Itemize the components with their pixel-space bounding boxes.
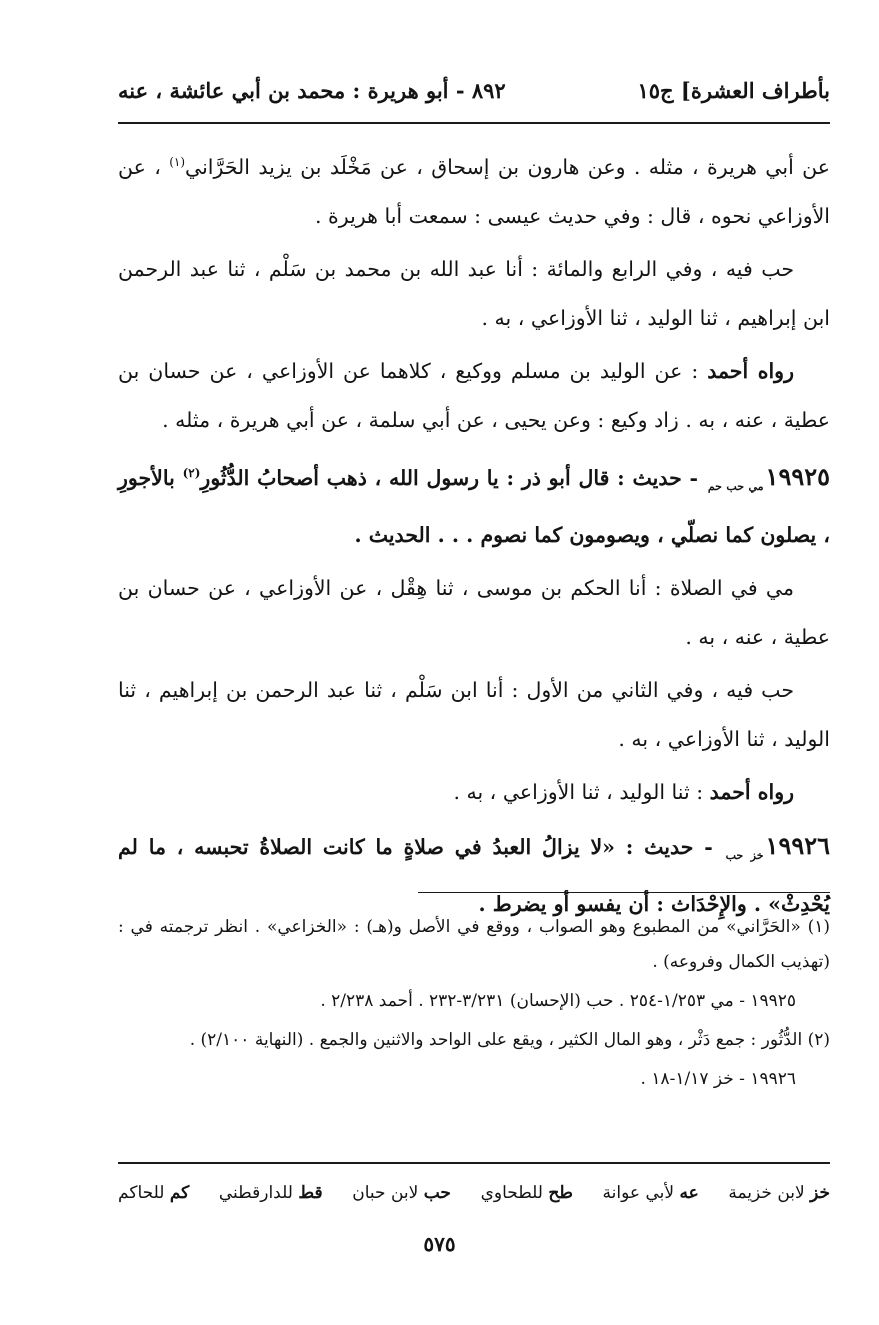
footnote-ref-2[interactable]: (٢) — [182, 465, 201, 480]
footnote-ref-1[interactable]: (١) — [169, 155, 186, 169]
running-header — [118, 70, 830, 110]
hadith-19926: $١٩٩٢٦_{خز حب}$ - حديث : «لا يزالُ العبدُ في صلاةٍ ما كانت الصلاةُ تحبسه ، ما لم يُحْدِثْ» . والإِحْدَاث : أن يفسو أو يضرط . — [118, 830, 830, 916]
paragraph-6: رواه أحمد : ثنا الوليد ، ثنا الأوزاعي ، به . — [453, 779, 794, 804]
book-title: بأطراف العشرة] ج١٥ — [637, 77, 830, 103]
abbreviation-item: حب لابن حبان — [352, 1183, 451, 1203]
hadith-number: ١٩٩٢٥ — [765, 461, 830, 491]
hadith-sigla: خز حب — [725, 848, 764, 862]
footnote-2: (٢) الدُّثُور : جمع دَثْر ، وهو المال الكثير ، ويقع على الواحد والاثنين والجمع . (النهاية ٢/١٠٠) . — [189, 1030, 830, 1050]
paragraph-5: حب فيه ، وفي الثاني من الأول : أنا ابن سَلْم ، ثنا عبد الرحمن بن إبراهيم ، ثنا الوليد ، ثنا الأوزاعي ، به . — [118, 677, 830, 751]
hadith-sigla: مي حب حم — [707, 479, 764, 493]
abbreviation-item: قط للدارقطني — [218, 1183, 323, 1203]
hadith-number: ١٩٩٢٦ — [765, 830, 830, 860]
footnote-1: (١) «الحَرَّاني» من المطبوع وهو الصواب ، ووقع في الأصل و(هـ) : «الخزاعي» . انظر ترجمته في : (تهذيب الكمال وفروعه) . — [118, 917, 830, 972]
abbreviation-item: طح للطحاوي — [480, 1183, 573, 1203]
footnotes — [118, 910, 830, 1101]
hadith-19925: $١٩٩٢٥_{مي حب حم}$ - حديث : قال أبو ذر : يا رسول الله ، ذهب أصحابُ الدُّثُورِ$^{(٢)}$ بالأجورِ ، يصلون كما نصلّي ، ويصومون كما نصوم . . . الحديث . — [118, 461, 830, 547]
reference-19926: ١٩٩٢٦ - خز ١/١٧-١٨ . — [640, 1069, 796, 1089]
reference-19925: ١٩٩٢٥ - مي ١/٢٥٣-٢٥٤ . حب (الإحسان) ٣/٢٣١-٢٣٢ . أحمد ٢/٢٣٨ . — [320, 991, 796, 1011]
main-text — [118, 138, 830, 933]
abbreviations-bar — [118, 1176, 830, 1210]
header-rule — [118, 122, 830, 124]
running-title: ٨٩٢ - أبو هريرة : محمد بن أبي عائشة ، عنه — [118, 77, 506, 103]
paragraph-2: حب فيه ، وفي الرابع والمائة : أنا عبد الله بن محمد بن سَلْم ، ثنا عبد الرحمن ابن إبراهيم ، ثنا الوليد ، ثنا الأوزاعي ، به . — [118, 256, 830, 330]
paragraph-4: مي في الصلاة : أنا الحكم بن موسى ، ثنا هِقْل ، عن الأوزاعي ، عن حسان بن عطية ، عنه ، به . — [118, 575, 830, 649]
footer-rule — [118, 1162, 830, 1164]
abbreviation-item: خز لابن خزيمة — [728, 1183, 830, 1203]
abbreviation-item: عه لأبي عوانة — [602, 1183, 699, 1203]
page-number: ٥٧٥ — [423, 1232, 456, 1256]
paragraph-1: عن أبي هريرة ، مثله . وعن هارون بن إسحاق ، عن مَخْلَد بن يزيد الحَرَّاني$^{(١)}$ ، عن الأوزاعي نحوه ، قال : وفي حديث عيسى : سمعت أبا هريرة . — [118, 154, 830, 228]
paragraph-3: رواه أحمد : عن الوليد بن مسلم ووكيع ، كلاهما عن الأوزاعي ، عن حسان بن عطية ، عنه ، به . زاد وكيع : وعن يحيى ، عن أبي سلمة ، عن أبي هريرة ، مثله . — [118, 358, 830, 432]
footnotes-rule — [418, 892, 830, 893]
abbreviation-item: كم للحاكم — [118, 1183, 190, 1203]
